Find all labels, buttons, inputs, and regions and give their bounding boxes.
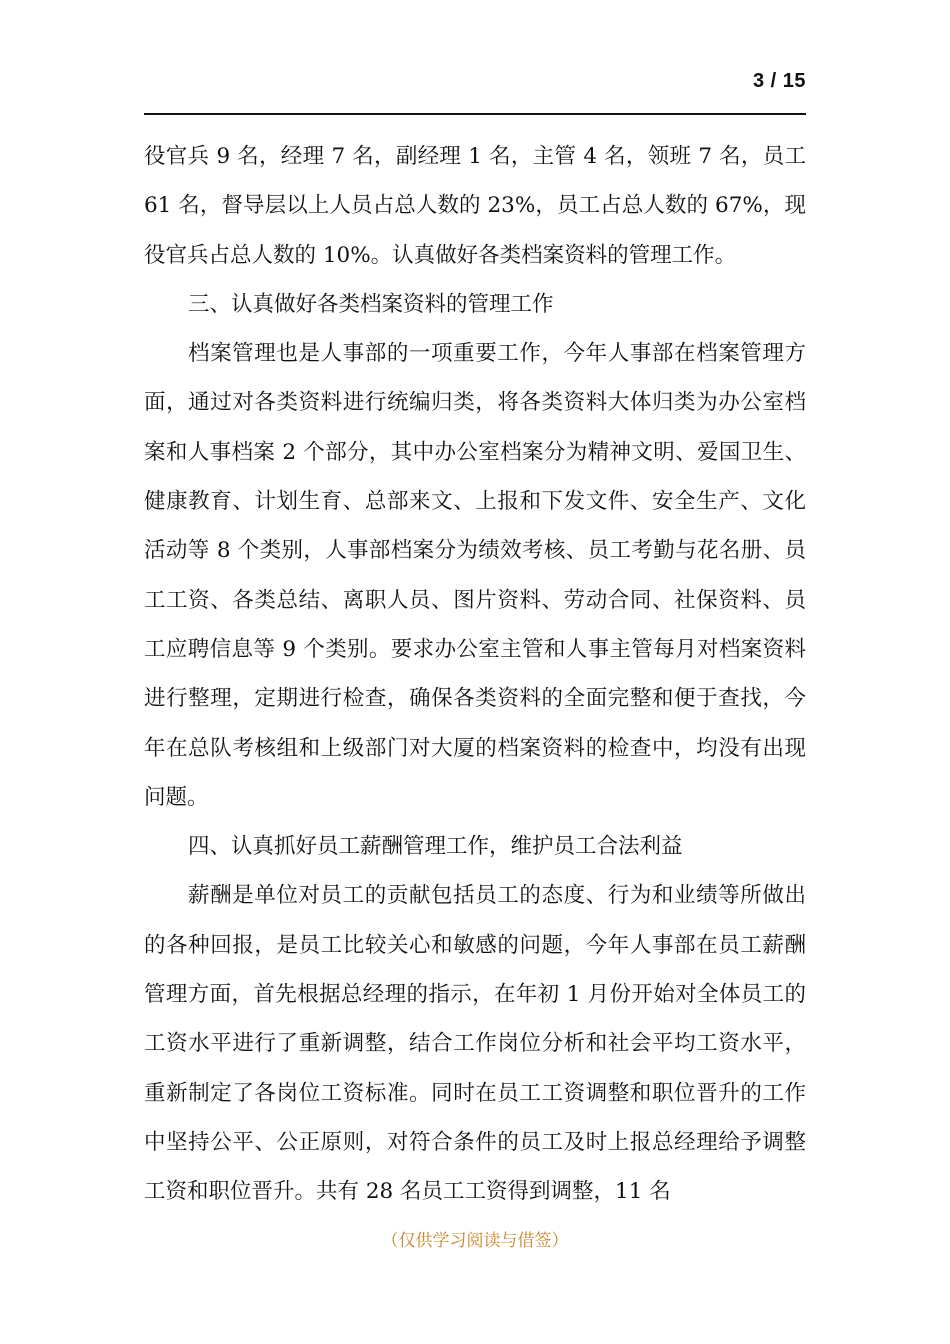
section-heading-archives: 三、认真做好各类档案资料的管理工作 — [188, 291, 554, 317]
page-number: 3 / 15 — [752, 70, 806, 92]
paragraph-staff-statistics: 役官兵 9 名，经理 7 名，副经理 1 名，主管 4 名，领班 7 名，员工 61 名，督导层以上人员占总人数的 23%，员工占总人数的 67%，现役官兵占总人数的 10%。认真做好各类档案资料的管理工作。 — [144, 144, 806, 268]
section-heading-salary: 四、认真抓好员工薪酬管理工作，维护员工合法利益 — [188, 834, 683, 860]
header-divider — [144, 113, 806, 115]
footer-note: （仅供学习阅读与借签） — [381, 1231, 569, 1251]
paragraph-salary-management: 薪酬是单位对员工的贡献包括员工的态度、行为和业绩等所做出的各种回报，是员工比较关心和敏感的问题，今年人事部在员工薪酬管理方面，首先根据总经理的指示，在年初 1 月份开始对全体员工的工资水平进行了重新调整，结合工作岗位分析和社会平均工资水平，重新制定了各岗位工资标准。同时在员工工资调整和职位晋升的工作中坚持公平、公正原则，对符合条件的员工及时上报总经理给予调整工资和职位晋升。共有 28 名员工工资得到调整，11 名 — [144, 883, 806, 1205]
paragraph-archives-management: 档案管理也是人事部的一项重要工作，今年人事部在档案管理方面，通过对各类资料进行统编归类，将各类资料大体归类为办公室档案和人事档案 2 个部分，其中办公室档案分为精神文明、爱国卫生、健康教育、计划生育、总部来文、上报和下发文件、安全生产、文化活动等 8 个类别，人事部档案分为绩效考核、员工考勤与花名册、员工工资、各类总结、离职人员、图片资料、劳动合同、社保资料、员工应聘信息等 9 个类别。要求办公室主管和人事主管每月对档案资料进行整理，定期进行检查，确保各类资料的全面完整和便于查找，今年在总队考核组和上级部门对大厦的档案资料的检查中，均没有出现问题。 — [144, 341, 806, 810]
document-body — [144, 132, 806, 1217]
